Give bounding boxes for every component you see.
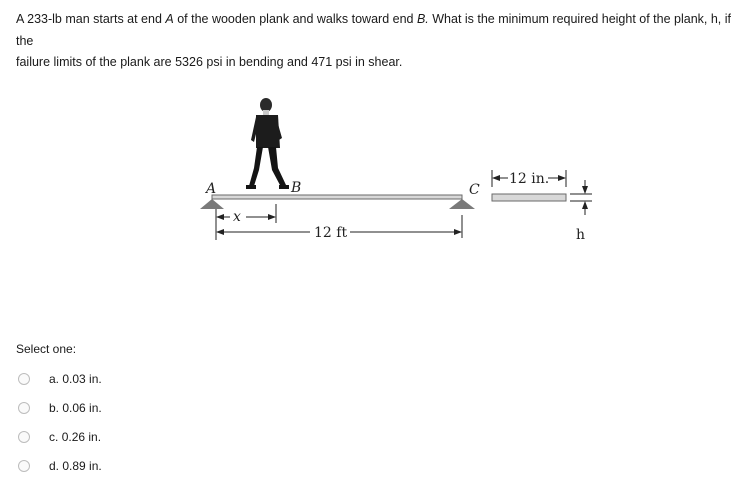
option-d[interactable]	[18, 451, 102, 480]
man-figure	[246, 98, 289, 189]
question-text	[16, 9, 741, 74]
option-b[interactable]	[18, 393, 102, 422]
support-c	[449, 199, 475, 209]
height-dimension	[570, 180, 592, 215]
question-line1-a: A 233-lb man starts at end	[16, 12, 166, 26]
label-b: B	[291, 180, 302, 196]
radio-button[interactable]	[18, 373, 30, 385]
option-d-label: d. 0.89 in.	[49, 458, 102, 473]
label-a: A	[206, 181, 217, 197]
label-x: x	[233, 209, 241, 225]
x-dimension	[216, 204, 276, 240]
label-c: C	[469, 182, 480, 198]
plank-figure	[190, 90, 610, 250]
label-h: h	[576, 227, 586, 243]
option-b-label: b. 0.06 in.	[49, 400, 102, 415]
select-one-label: Select one:	[16, 342, 77, 356]
option-a-label: a. 0.03 in.	[49, 371, 102, 386]
option-c-label: c. 0.26 in.	[49, 429, 102, 444]
question-end-b: B.	[416, 12, 429, 26]
question-line1-e: What is the minimum required height of the plank, h, if the	[16, 12, 731, 48]
label-span: 12 ft	[314, 225, 348, 241]
option-a[interactable]	[18, 364, 102, 393]
question-end-a: A	[165, 12, 174, 26]
support-a	[200, 199, 224, 209]
plank-cross-section	[492, 194, 566, 201]
question-line2: failure limits of the plank are 5326 psi in bending and 471 psi in shear.	[16, 55, 403, 69]
option-c[interactable]	[18, 422, 102, 451]
plank	[212, 195, 462, 199]
radio-button[interactable]	[18, 460, 30, 472]
radio-button[interactable]	[18, 402, 30, 414]
question-line1-c: of the wooden plank and walks toward end	[173, 12, 417, 26]
label-width: 12 in.	[509, 171, 550, 187]
radio-button[interactable]	[18, 431, 30, 443]
answer-options	[18, 364, 102, 480]
